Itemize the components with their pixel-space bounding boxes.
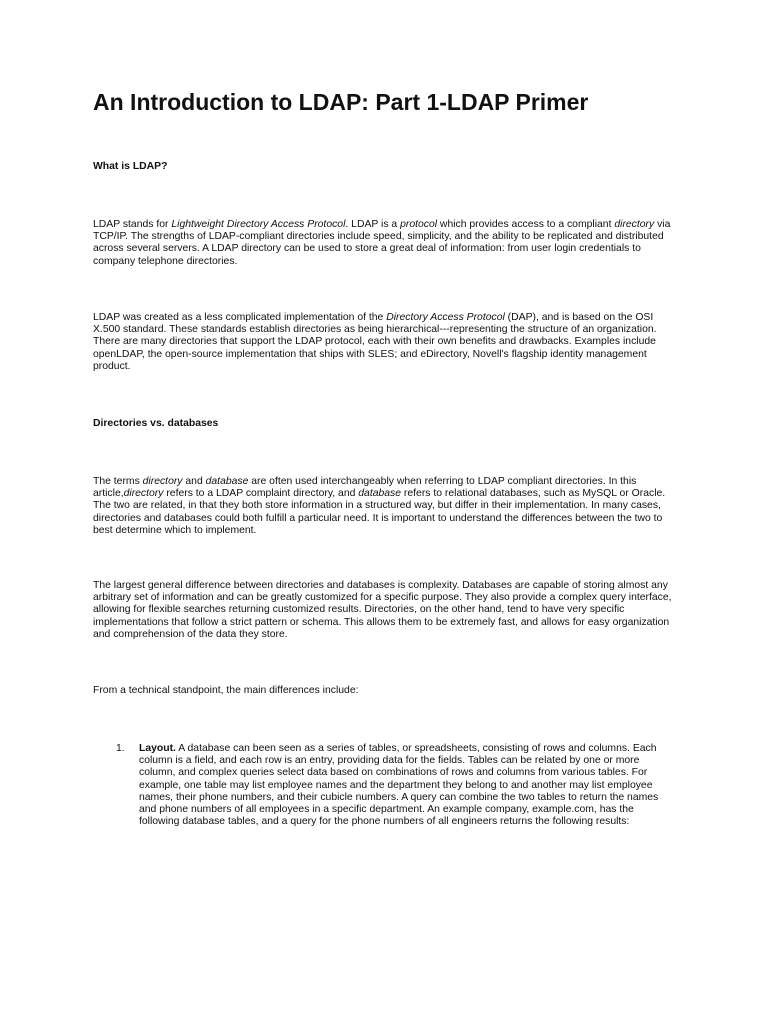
emphasis-text: directory [614,219,655,230]
emphasis-text: Directory Access Protocol [386,312,505,323]
text-run: refers to a LDAP complaint directory, and [163,488,359,500]
paragraph-technical-standpoint: From a technical standpoint, the main differences include: [93,685,359,696]
emphasis-text: database [358,488,402,500]
text-run: LDAP was created as a less complicated implementation of the [93,312,387,323]
list-item [93,743,673,828]
emphasis-text: protocol [400,219,438,230]
document-title: An Introduction to LDAP: Part 1-LDAP Primer [93,89,589,115]
text-run: (DAP), and is based on the OSI X.500 standard. These standards establish directories as being hierarchical---representing the structure of an organization. There are many directories that support the LDAP protocol, each with their own benefits and drawbacks. Examples include openLDAP, the open-source implementation that ships with SLES; and eDirectory, Novell's flagship identity management product. [93,312,657,372]
paragraph-complexity: The largest general difference between directories and databases is complexity. Databases are capable of storing almost any arbitrary set of information and can be greatly customized for a specific purpose. They also provide a complex query interface, allowing for flexible searches returning customized results. Directories, on the other hand, tend to have very specific implementations that follow a strict pattern or schema. This allows them to be extremely fast, and allows for easy organization and comprehension of the data they store. [93,580,672,640]
text-run: via TCP/IP. The strengths of LDAP-compliant directories include speed, simplicity, and the ability to be replicated and distributed across several servers. A LDAP directory can be used to store a great deal of information: from user login credentials to company telephone directories. [93,219,671,267]
section-heading-what-is-ldap: What is LDAP? [93,161,168,172]
text-run: . LDAP is a [345,219,401,230]
paragraph-ldap-definition [93,219,673,268]
list-item-text: A database can been seen as a series of tables, or spreadsheets, consisting of rows and columns. Each column is a field, and each row is an entry, providing data for the fields. Tables can be related by one or more column, and complex queries select data based on combinations of rows and columns from various tables. For example, one table may list employee names and the department they belong to and another may list employee names, their phone numbers, and their cubicle numbers. A query can combine the two tables to return the names and phone numbers of all employees in a specific department. An example company, example.com, has the following database tables, and a query for the phone numbers of all engineers returns the following results: [139,743,659,828]
paragraph-terms [93,476,673,537]
emphasis-text: database [205,476,249,487]
text-run: LDAP stands for [93,219,172,230]
differences-list [93,743,673,828]
text-run: which provides access to a compliant [437,219,615,230]
emphasis-text: Lightweight Directory Access Protocol [171,219,346,230]
text-run: The terms [93,476,143,487]
text-run: refers to relational databases, such as MySQL or Oracle. The two are related, in that they both store information in a structured way, but differ in their implementation. In many cases, directories and databases could both fulfill a particular need. It is important to understand the differences between the two to best determine which to implement. [93,488,666,536]
paragraph-ldap-history [93,312,673,373]
emphasis-text: directory [123,488,164,500]
emphasis-text: directory [142,476,183,487]
section-heading-directories-vs-databases: Directories vs. databases [93,418,219,429]
list-item-term: Layout. [139,743,176,754]
text-run: are often used interchangeably when referring to LDAP compliant directories. In this article, [93,476,637,500]
text-run: and [182,476,206,487]
list-item-number: 1. [116,743,125,754]
